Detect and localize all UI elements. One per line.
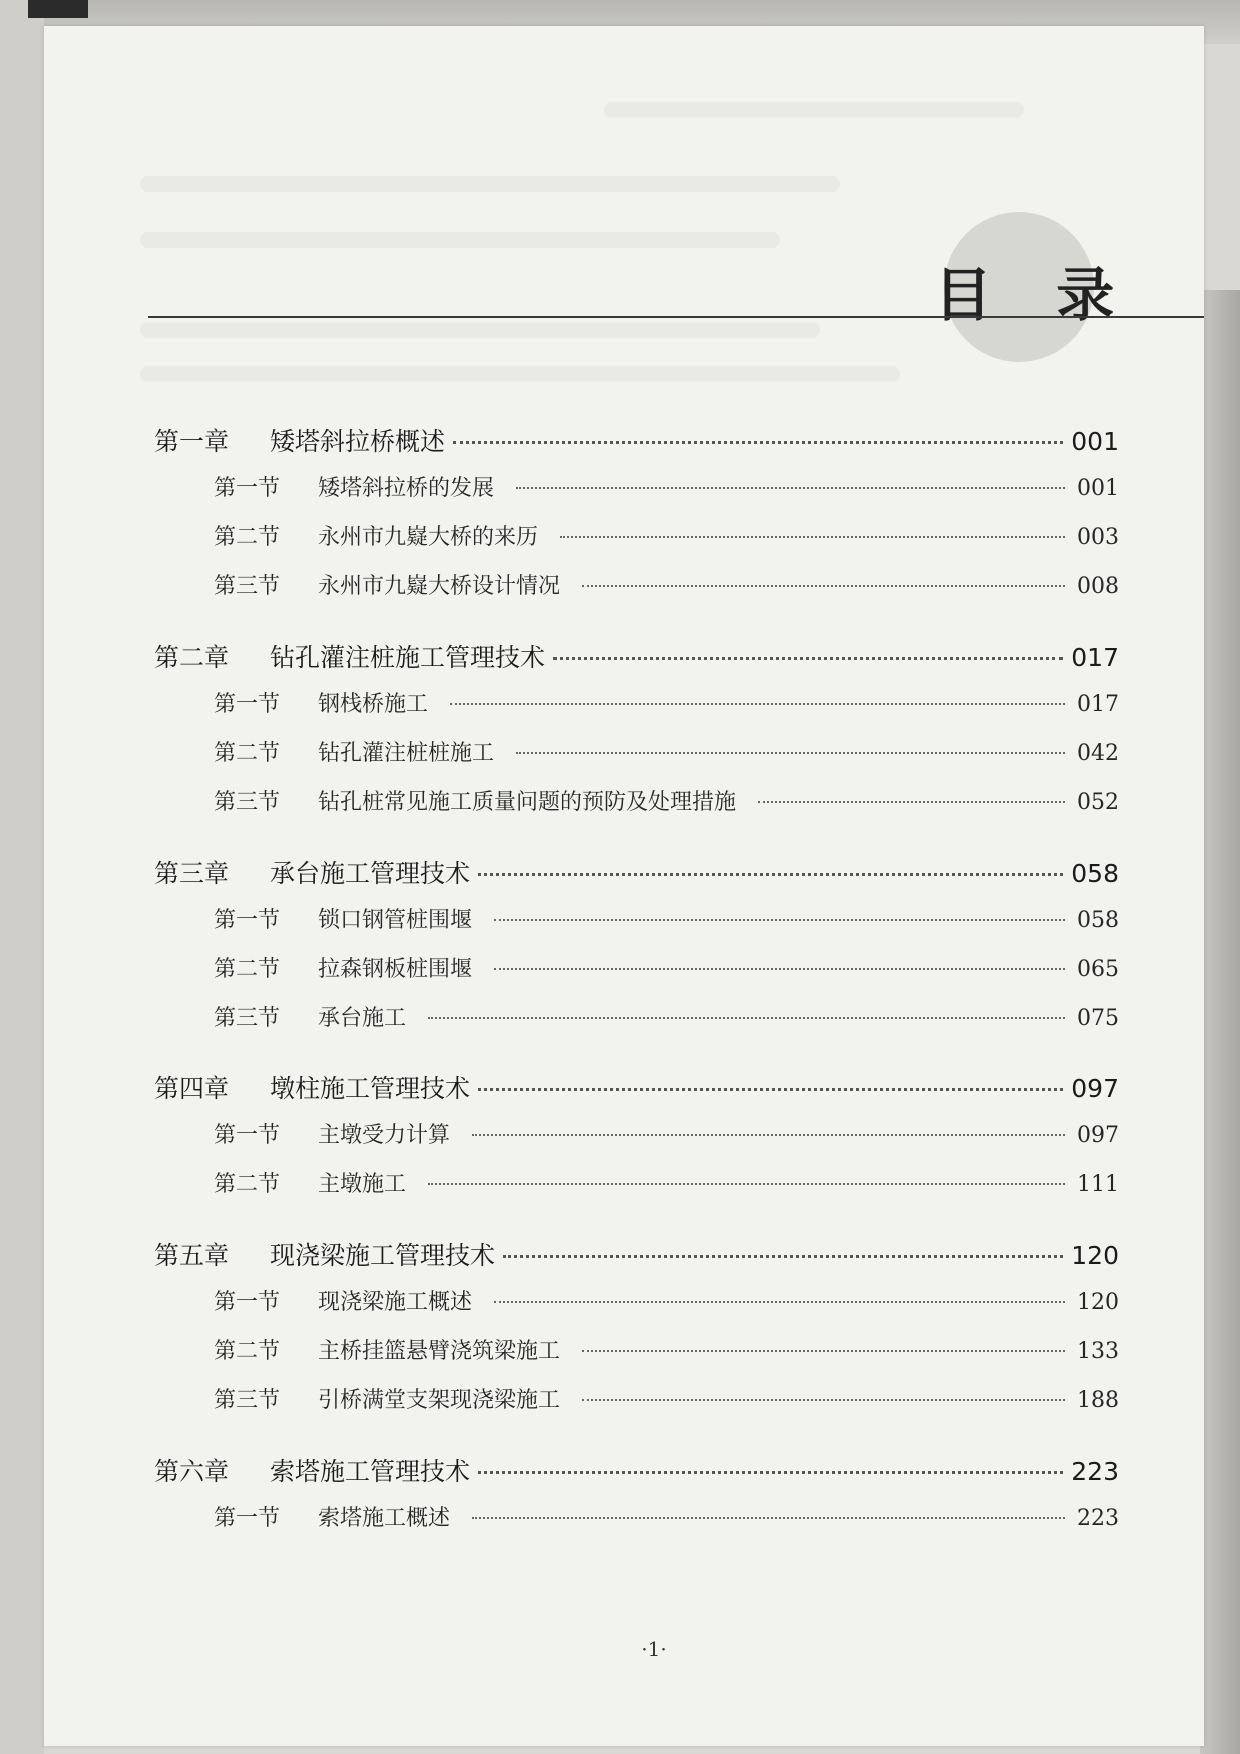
toc-section-number: 第二节 — [214, 1172, 281, 1197]
toc-page-number: 008 — [1077, 574, 1119, 599]
toc-section-entry — [214, 520, 1119, 551]
toc-section-title: 钢栈桥施工 — [318, 692, 429, 717]
toc-page-number: 097 — [1077, 1123, 1119, 1148]
page-number-footer: ·1· — [641, 1637, 667, 1661]
toc-leader-dots — [553, 657, 1063, 660]
toc-page-number: 042 — [1077, 741, 1119, 766]
toc-leader-dots — [478, 873, 1063, 876]
toc-section-title: 主墩施工 — [318, 1172, 407, 1197]
toc-page-number: 111 — [1077, 1172, 1119, 1197]
toc-section-entry — [214, 1118, 1119, 1149]
toc-section-title: 永州市九嶷大桥设计情况 — [318, 574, 561, 599]
toc-page-number: 052 — [1077, 790, 1119, 815]
toc-chapter-entry — [154, 854, 1119, 890]
toc-chapter-entry — [154, 1452, 1119, 1488]
toc-leader-dots — [582, 585, 1065, 587]
toc-section-entry — [214, 785, 1119, 816]
toc-leader-dots — [758, 801, 1065, 803]
toc-section-number: 第一节 — [214, 1123, 281, 1148]
toc-section-number: 第二节 — [214, 525, 281, 550]
toc-section-title: 拉森钢板桩围堰 — [318, 957, 473, 982]
toc-leader-dots — [582, 1350, 1065, 1352]
toc-section-number: 第三节 — [214, 574, 281, 599]
title-divider — [148, 316, 1204, 318]
toc-chapter-title: 钻孔灌注桩施工管理技术 — [270, 643, 546, 672]
toc-section-title: 锁口钢管桩围堰 — [318, 908, 473, 933]
toc-page-number: 188 — [1077, 1388, 1119, 1413]
toc-section-number: 第一节 — [214, 476, 281, 501]
toc-leader-dots — [478, 1471, 1063, 1474]
toc-chapter-title: 承台施工管理技术 — [270, 859, 471, 888]
toc-page-number: 120 — [1077, 1290, 1119, 1315]
book-page — [44, 26, 1204, 1746]
toc-page-number: 065 — [1077, 957, 1119, 982]
toc-section-number: 第二节 — [214, 1339, 281, 1364]
toc-chapter-number: 第三章 — [154, 859, 230, 888]
toc-section-number: 第一节 — [214, 1290, 281, 1315]
toc-section-entry — [214, 1001, 1119, 1032]
toc-section-title: 索塔施工概述 — [318, 1506, 451, 1531]
toc-section-title: 钻孔桩常见施工质量问题的预防及处理措施 — [318, 790, 737, 815]
toc-section-title: 承台施工 — [318, 1006, 407, 1031]
toc-page-number: 075 — [1077, 1006, 1119, 1031]
toc-page-number: 133 — [1077, 1339, 1119, 1364]
toc-section-title: 矮塔斜拉桥的发展 — [318, 476, 495, 501]
toc-section-number: 第三节 — [214, 790, 281, 815]
toc-page-number: 097 — [1071, 1074, 1119, 1103]
show-through-text — [140, 366, 900, 382]
toc-section-title: 钻孔灌注桩桩施工 — [318, 741, 495, 766]
toc-leader-dots — [472, 1134, 1065, 1136]
toc-section-number: 第三节 — [214, 1388, 281, 1413]
toc-section-entry — [214, 903, 1119, 934]
toc-section-number: 第二节 — [214, 741, 281, 766]
toc-section-entry — [214, 471, 1119, 502]
toc-section-title: 主桥挂篮悬臂浇筑梁施工 — [318, 1339, 561, 1364]
toc-chapter-number: 第一章 — [154, 427, 230, 456]
toc-section-entry — [214, 952, 1119, 983]
toc-section-entry — [214, 687, 1119, 718]
scan-right-edge — [1200, 290, 1240, 1754]
toc-leader-dots — [516, 752, 1065, 754]
toc-chapter-entry — [154, 1069, 1119, 1105]
toc-leader-dots — [453, 441, 1063, 444]
toc-leader-dots — [428, 1183, 1065, 1185]
toc-section-title: 主墩受力计算 — [318, 1123, 451, 1148]
toc-chapter-title: 索塔施工管理技术 — [270, 1457, 471, 1486]
toc-section-title: 现浇梁施工概述 — [318, 1290, 473, 1315]
toc-page-number: 120 — [1071, 1241, 1119, 1270]
toc-leader-dots — [472, 1517, 1065, 1519]
show-through-text — [140, 322, 820, 338]
scan-left-edge — [0, 0, 44, 1754]
toc-section-entry — [214, 1501, 1119, 1532]
toc-section-number: 第一节 — [214, 692, 281, 717]
toc-section-entry — [214, 1383, 1119, 1414]
show-through-text — [604, 102, 1024, 118]
toc-leader-dots — [450, 703, 1065, 705]
toc-section-title: 引桥满堂支架现浇梁施工 — [318, 1388, 561, 1413]
toc-section-entry — [214, 736, 1119, 767]
toc-leader-dots — [428, 1017, 1065, 1019]
toc-section-entry — [214, 1334, 1119, 1365]
show-through-text — [140, 232, 780, 248]
toc-section-title: 永州市九嶷大桥的来历 — [318, 525, 539, 550]
toc-section-entry — [214, 569, 1119, 600]
toc-chapter-title: 墩柱施工管理技术 — [270, 1074, 471, 1103]
toc-leader-dots — [503, 1255, 1063, 1258]
toc-page-number: 017 — [1071, 643, 1119, 672]
toc-leader-dots — [478, 1088, 1063, 1091]
toc-chapter-number: 第六章 — [154, 1457, 230, 1486]
toc-page-number: 001 — [1077, 476, 1119, 501]
toc-page-number: 017 — [1077, 692, 1119, 717]
toc-section-entry — [214, 1285, 1119, 1316]
toc-chapter-number: 第四章 — [154, 1074, 230, 1103]
toc-page-number: 223 — [1077, 1506, 1119, 1531]
toc-chapter-entry — [154, 422, 1119, 458]
toc-page-number: 001 — [1071, 427, 1119, 456]
scan-corner-mark — [28, 0, 88, 18]
toc-chapter-number: 第五章 — [154, 1241, 230, 1270]
page-title: 目 录 — [934, 261, 1137, 329]
toc-leader-dots — [516, 487, 1065, 489]
toc-leader-dots — [582, 1399, 1065, 1401]
toc-leader-dots — [494, 1301, 1065, 1303]
toc-leader-dots — [494, 968, 1065, 970]
toc-section-number: 第二节 — [214, 957, 281, 982]
toc-section-number: 第一节 — [214, 1506, 281, 1531]
toc-chapter-entry — [154, 638, 1119, 674]
toc-chapter-number: 第二章 — [154, 643, 230, 672]
toc-leader-dots — [494, 919, 1065, 921]
toc-leader-dots — [560, 536, 1065, 538]
toc-section-entry — [214, 1167, 1119, 1198]
toc-page-number: 058 — [1077, 908, 1119, 933]
toc-page-number: 058 — [1071, 859, 1119, 888]
toc-section-number: 第一节 — [214, 908, 281, 933]
toc-page-number: 223 — [1071, 1457, 1119, 1486]
toc-page-number: 003 — [1077, 525, 1119, 550]
toc-chapter-title: 矮塔斜拉桥概述 — [270, 427, 446, 456]
show-through-text — [140, 176, 840, 192]
toc-section-number: 第三节 — [214, 1006, 281, 1031]
toc-chapter-title: 现浇梁施工管理技术 — [270, 1241, 496, 1270]
toc-chapter-entry — [154, 1236, 1119, 1272]
